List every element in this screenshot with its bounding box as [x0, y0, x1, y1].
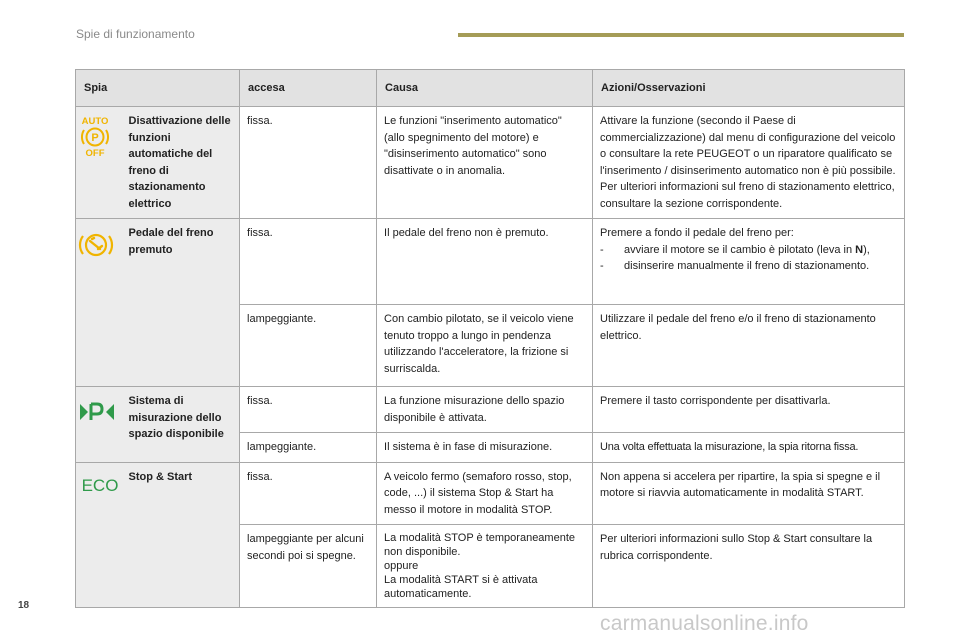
accesa-cell: fissa.	[240, 107, 377, 219]
brake-pedal-icon	[78, 229, 114, 261]
accesa-cell: lampeggiante.	[240, 433, 377, 463]
causa-line: La modalità STOP è temporaneamente non disponibile.	[384, 532, 576, 558]
causa-cell: Le funzioni "inserimento automatico" (allo spegnimento del motore) e "disinserimento automatico" sono disattivate o in anomalia.	[377, 107, 593, 219]
list-item: - avviare il motore se il cambio è pilotato (leva in N),	[600, 243, 870, 256]
table-header-row	[76, 70, 905, 107]
watermark: carmanualsonline.info	[600, 612, 809, 635]
azioni-text: Attivare la funzione (secondo il Paese di commercializzazione) dal menu di configurazione del veicolo o consultare la rete PEUGEOT o un riparatore qualificato se l'inserimento / disinserimento automatico non è più possibile.	[600, 115, 896, 177]
causa-line: oppure	[384, 560, 419, 572]
light-name: Stop & Start	[123, 462, 240, 608]
list-item: - disinserire manualmente il freno di stazionamento.	[600, 260, 870, 272]
azioni-cell: Non appena si accelera per ripartire, la spia si spegne e il motore si riavvia automaticamente in modalità START.	[593, 462, 905, 525]
azioni-cell: Utilizzare il pedale del freno e/o il freno di stazionamento elettrico.	[593, 305, 905, 387]
icon-text-off: OFF	[85, 148, 105, 159]
header-accent-bar	[458, 33, 904, 37]
causa-cell: Il sistema è in fase di misurazione.	[377, 433, 593, 463]
column-header-causa: Causa	[377, 70, 593, 107]
icon-cell	[76, 219, 123, 387]
page-number: 18	[18, 600, 30, 611]
table-row	[76, 219, 905, 305]
azioni-cell	[593, 219, 905, 305]
azioni-cell: Premere il tasto corrispondente per disattivarla.	[593, 387, 905, 433]
accesa-cell: lampeggiante per alcuni secondi poi si spegne.	[240, 525, 377, 608]
causa-cell: A veicolo fermo (semaforo rosso, stop, code, ...) il sistema Stop & Start ha messo il motore in modalità STOP.	[377, 462, 593, 525]
table-row	[76, 462, 905, 525]
accesa-cell: lampeggiante.	[240, 305, 377, 387]
light-name: Sistema di misurazione dello spazio disponibile	[123, 387, 240, 463]
light-name: Pedale del freno premuto	[123, 219, 240, 387]
causa-cell: La funzione misurazione dello spazio disponibile è attivata.	[377, 387, 593, 433]
icon-cell	[76, 462, 123, 608]
column-header-azioni: Azioni/Osservazioni	[593, 70, 905, 107]
table-row	[76, 387, 905, 433]
parking-space-measurement-icon	[78, 401, 116, 423]
icon-cell	[76, 107, 123, 219]
azioni-list	[600, 242, 897, 275]
eco-stop-start-icon	[78, 475, 122, 495]
azioni-cell: Per ulteriori informazioni sullo Stop & Start consultare la rubrica corrispondente.	[593, 525, 905, 608]
icon-cell	[76, 387, 123, 463]
azioni-intro: Premere a fondo il pedale del freno per:	[600, 227, 794, 239]
column-header-accesa: accesa	[240, 70, 377, 107]
causa-cell	[377, 525, 593, 608]
auto-off-parking-brake-icon	[78, 115, 112, 159]
causa-cell: Il pedale del freno non è premuto.	[377, 219, 593, 305]
page-section-title: Spie di funzionamento	[76, 27, 195, 41]
svg-text:P: P	[91, 132, 99, 144]
accesa-cell: fissa.	[240, 387, 377, 433]
accesa-cell: fissa.	[240, 219, 377, 305]
warning-lights-table	[75, 69, 905, 608]
causa-line: La modalità START si è attivata automaticamente.	[384, 574, 538, 600]
azioni-cell: Una volta effettuata la misurazione, la spia ritorna fissa.	[593, 433, 905, 463]
column-header-spia: Spia	[76, 70, 240, 107]
causa-cell: Con cambio pilotato, se il veicolo viene tenuto troppo a lungo in pendenza utilizzando l'acceleratore, la frizione si surriscalda.	[377, 305, 593, 387]
table-row	[76, 107, 905, 219]
eco-icon-text: ECO	[81, 475, 119, 495]
accesa-cell: fissa.	[240, 462, 377, 525]
light-name: Disattivazione delle funzioni automatiche del freno di stazionamento elettrico	[123, 107, 240, 219]
icon-text-auto: AUTO	[81, 116, 109, 127]
azioni-cell	[593, 107, 905, 219]
azioni-extra-text: Per ulteriori informazioni sul freno di stazionamento elettrico, consultare la sezione corrispondente.	[600, 181, 895, 210]
